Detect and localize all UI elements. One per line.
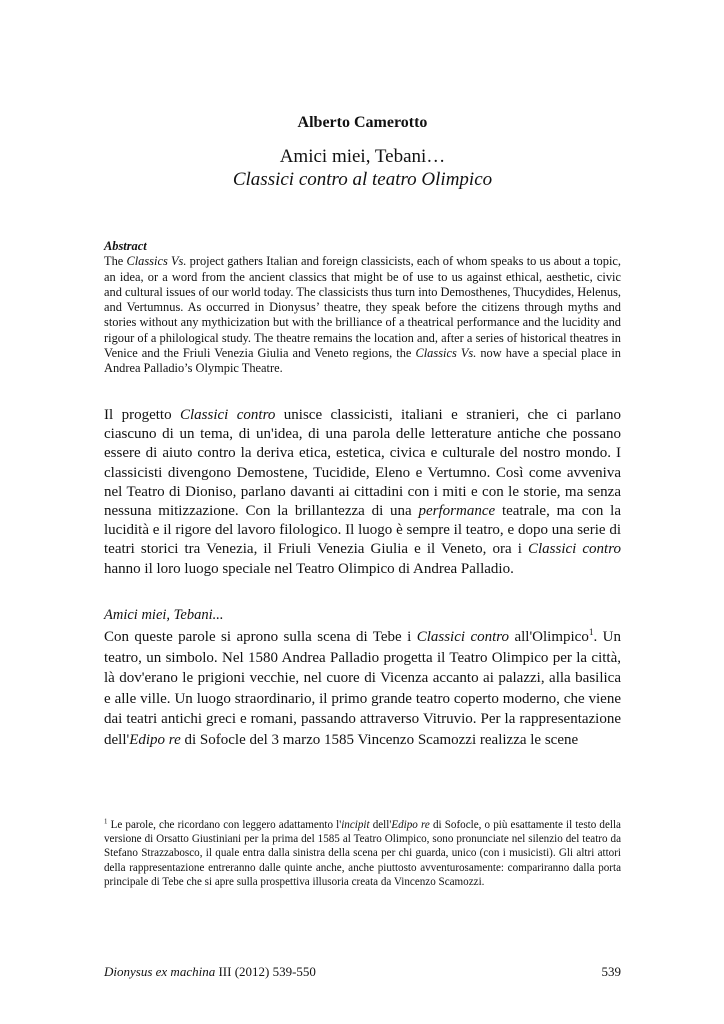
title-line-1: Amici miei, Tebani… [279,146,446,167]
footnote-ref[interactable]: 1 [588,628,594,638]
title-line-2: Classici contro al teatro Olimpico [232,169,493,190]
abstract-text: project gathers Italian and foreign classicists, each of whom speaks to us about a topic, an idea, or a word from the ancient classics that might be of use to us against ethical, aesthetic, civic and cultural issues of our world today. The classicists thus turn into Demosthenes, Thucydides, Helenus, and Vertumnus. As occurred in Dionysus’ theatre, they speak before the citizens through myths and stories without any mythicization but with the brilliance of a theatrical performance and the lucidity and rigour of a philological study. The theatre remains the location and, after a series of historical theatres in Venice and the Friuli Venezia Giulia and Veneto regions, the [104,254,621,361]
paper-title [104,145,621,191]
italian-abstract [104,406,621,579]
body-paragraph [104,627,621,751]
paragraph-italic: Edipo re [129,731,181,748]
abstract-heading: Abstract [104,239,147,253]
page-number: 539 [601,964,621,979]
paragraph-text: Il progetto [104,407,180,423]
paragraph-italic: Classici contro [527,541,621,558]
footnote-text: dell' [369,819,392,831]
paragraph-italic: Classici contro [180,407,276,423]
paragraph-text: all'Olimpico [509,629,589,645]
paragraph-text: unisce classicisti, italiani e stranieri, che ci parlano ciascuno di un tema, di un'idea, di una parola delle letterature antiche che possano essere di aiuto contro la deriva etica, estetica, civica e culturale del nostro mondo. I classicisti divengono Demostene, Tucidide, Eleno e Vertumno. Così come avveniva nel Teatro di Dioniso, parlano davanti ai cittadini con i miti e con le storie, ma senza nessuna mitizzazione. Con la brillantezza di una [104,407,621,520]
paragraph-italic: performance [418,503,496,520]
abstract-italic: Classics Vs. [126,254,187,269]
paragraph-text: hanno il loro luogo speciale nel Teatro Olimpico di Andrea Palladio. [104,560,514,577]
paragraph-text: . Un teatro, un simbolo. Nel 1580 Andrea Palladio progetta il Teatro Olimpico per la città, là dov'erano le prigioni vecchie, nel cuore di Vicenza accanto ai palazzi, alla basilica e alle ville. Un luogo straordinario, il primo grande teatro coperto moderno, che viene dai teatri antichi greci e romani, passando attraverso Vitruvio. Per la rappresentazione dell' [104,629,621,748]
footnote-italic: Edipo re [391,819,430,831]
citation-details: III (2012) 539-550 [215,964,316,979]
abstract-text: The [104,254,127,269]
paragraph-text: Con queste parole si aprono sulla scena di Tebe i [104,629,417,645]
abstract-italic: Classics Vs. [415,346,477,361]
paragraph-text: teatrale, ma con la lucidità e il rigore del lavoro filologico. Il luogo è sempre il teatro, e dopo una serie di teatri storici tra Venezia, il Friuli Venezia Giulia e il Veneto, ora i [104,503,621,558]
author-name: Alberto Camerotto [297,114,428,131]
section-heading: Amici miei, Tebani... [104,607,224,623]
paragraph-italic: Classici contro [416,629,510,645]
footnote-text: di Sofocle, o più esattamente il testo della versione di Orsatto Giustiniani per la prima del 1585 al Teatro Olimpico, sono pronunciate nel silenzio del teatro da Stefano Strazzabosco, il quale entra dalla sinistra della scena per chi guarda, unico (con i musicisti). Gli altri attori della rappresentazione entreranno dalle quinte anche, anche piuttosto avventurosamente: compariranno dalla porta principale di Tebe che si apre sulla prospettiva illusoria creata da Vincenzo Scamozzi. [104,819,621,888]
journal-name: Dionysus ex machina [104,964,216,979]
abstract-text: now have a special place in Andrea Palladio’s Olympic Theatre. [104,346,621,376]
footnote [104,818,621,889]
paragraph-text: di Sofocle del 3 marzo 1585 Vincenzo Scamozzi realizza le scene [180,731,579,748]
journal-citation [104,964,316,980]
english-abstract [104,239,621,377]
footnote-italic: incipit [341,819,370,831]
footnote-number: 1 [104,818,108,826]
footnote-text: Le parole, che ricordano con leggero adattamento l' [107,819,342,831]
